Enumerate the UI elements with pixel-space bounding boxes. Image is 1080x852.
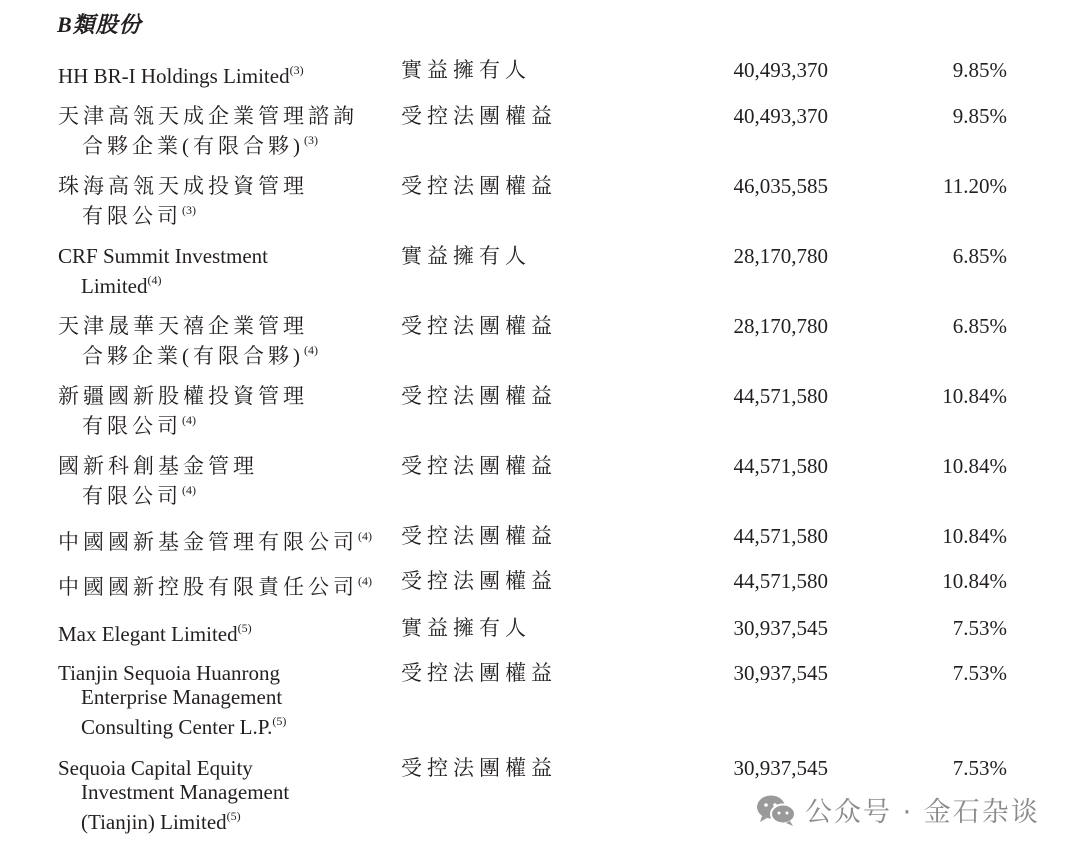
percentage-cell: 6.85% — [952, 314, 1007, 338]
holder-name-line: CRF Summit Investment — [58, 244, 269, 268]
percentage-cell: 9.85% — [952, 104, 1007, 128]
holder-name — [58, 384, 388, 438]
holder-name-text: (Tianjin) Limited — [81, 810, 227, 834]
shares-cell: 44,571,580 — [733, 569, 828, 593]
holder-name — [58, 104, 388, 158]
holder-name — [58, 661, 388, 739]
shares-cell: 30,937,545 — [733, 756, 828, 780]
percentage-cell: 7.53% — [952, 756, 1007, 780]
shares-cell: 30,937,545 — [733, 616, 828, 640]
capacity-cell: 受控法團權益 — [401, 104, 557, 128]
watermark-text: 公众号 · 金石杂谈 — [805, 797, 1040, 828]
holder-name — [58, 314, 388, 368]
holder-name-text: Limited — [81, 274, 148, 298]
percentage-cell: 10.84% — [942, 454, 1007, 478]
holder-name-line — [58, 616, 388, 646]
shares-cell: 44,571,580 — [733, 454, 828, 478]
capacity-cell: 受控法團權益 — [401, 569, 557, 593]
shares-cell: 28,170,780 — [733, 244, 828, 268]
shares-cell: 30,937,545 — [733, 661, 828, 685]
shares-cell: 28,170,780 — [733, 314, 828, 338]
holder-name-line: 新疆國新股權投資管理 — [58, 384, 308, 408]
holder-name-text: 中國國新基金管理有限公司 — [58, 530, 358, 554]
shares-cell: 44,571,580 — [733, 524, 828, 548]
capacity-cell: 受控法團權益 — [401, 174, 557, 198]
holder-name — [58, 174, 388, 228]
holder-name-line — [58, 198, 388, 228]
holder-name-line: 珠海高瓴天成投資管理 — [58, 174, 308, 198]
capacity-cell: 實益擁有人 — [401, 58, 531, 82]
holder-name-text: Max Elegant Limited — [58, 622, 238, 646]
footnote-marker: (4) — [182, 413, 196, 427]
holder-name-line — [58, 709, 388, 739]
footnote-marker: (3) — [289, 63, 304, 77]
holder-name-line — [58, 804, 388, 834]
holder-name — [58, 244, 388, 298]
capacity-cell: 受控法團權益 — [401, 314, 557, 338]
percentage-cell: 10.84% — [942, 569, 1007, 593]
footnote-marker: (4) — [358, 529, 372, 543]
percentage-cell: 6.85% — [952, 244, 1007, 268]
capacity-cell: 實益擁有人 — [401, 616, 531, 640]
holder-name-text: Consulting Center L.P. — [81, 715, 273, 739]
holder-name-line: 國新科創基金管理 — [58, 454, 258, 478]
holder-name-line: Enterprise Management — [81, 685, 283, 709]
shares-cell: 40,493,370 — [733, 58, 828, 82]
holder-name-line: Sequoia Capital Equity — [58, 756, 253, 780]
watermark — [755, 790, 1040, 829]
holder-name-text: 有限公司 — [82, 204, 182, 228]
holder-name-line — [58, 58, 388, 88]
holder-name-line: Investment Management — [81, 780, 290, 804]
holder-name-text: 合夥企業(有限合夥) — [82, 134, 304, 158]
footnote-marker: (4) — [182, 483, 196, 497]
footnote-marker: (4) — [147, 273, 162, 287]
capacity-cell: 受控法團權益 — [401, 384, 557, 408]
holder-name-line — [58, 524, 388, 554]
holder-name-line — [58, 268, 388, 298]
shares-cell: 40,493,370 — [733, 104, 828, 128]
capacity-cell: 受控法團權益 — [401, 454, 557, 478]
holder-name-line — [58, 408, 388, 438]
footnote-marker: (5) — [272, 714, 287, 728]
holder-name-text: 有限公司 — [82, 484, 182, 508]
holder-name-line: 天津晟華天禧企業管理 — [58, 314, 308, 338]
shares-cell: 44,571,580 — [733, 384, 828, 408]
percentage-cell: 7.53% — [952, 616, 1007, 640]
percentage-cell: 11.20% — [943, 174, 1007, 198]
capacity-cell: 實益擁有人 — [401, 244, 531, 268]
percentage-cell: 9.85% — [952, 58, 1007, 82]
holder-name-line — [58, 478, 388, 508]
capacity-cell: 受控法團權益 — [401, 661, 557, 685]
footnote-marker: (4) — [358, 574, 372, 588]
section-title: B類股份 — [57, 12, 142, 37]
holder-name-line — [58, 338, 388, 368]
holder-name — [58, 454, 388, 508]
holder-name — [58, 58, 388, 88]
footnote-marker: (3) — [182, 203, 196, 217]
holder-name — [58, 616, 388, 646]
wechat-icon — [755, 793, 797, 827]
holder-name-text: 中國國新控股有限責任公司 — [58, 575, 358, 599]
holder-name-line: 天津高瓴天成企業管理諮詢 — [58, 104, 358, 128]
holder-name-line — [58, 128, 388, 158]
footnote-marker: (5) — [226, 809, 241, 823]
percentage-cell: 7.53% — [952, 661, 1007, 685]
footnote-marker: (3) — [304, 133, 318, 147]
holder-name-text: 合夥企業(有限合夥) — [82, 344, 304, 368]
holder-name-text: HH BR-I Holdings Limited — [58, 64, 290, 88]
holder-name-line: Tianjin Sequoia Huanrong — [58, 661, 281, 685]
footnote-marker: (4) — [304, 343, 318, 357]
shares-cell: 46,035,585 — [733, 174, 828, 198]
holder-name-text: 有限公司 — [82, 414, 182, 438]
capacity-cell: 受控法團權益 — [401, 756, 557, 780]
percentage-cell: 10.84% — [942, 524, 1007, 548]
percentage-cell: 10.84% — [942, 384, 1007, 408]
holder-name — [58, 756, 388, 834]
holder-name — [58, 524, 388, 554]
holder-name — [58, 569, 388, 599]
holder-name-line — [58, 569, 388, 599]
footnote-marker: (5) — [237, 621, 252, 635]
capacity-cell: 受控法團權益 — [401, 524, 557, 548]
